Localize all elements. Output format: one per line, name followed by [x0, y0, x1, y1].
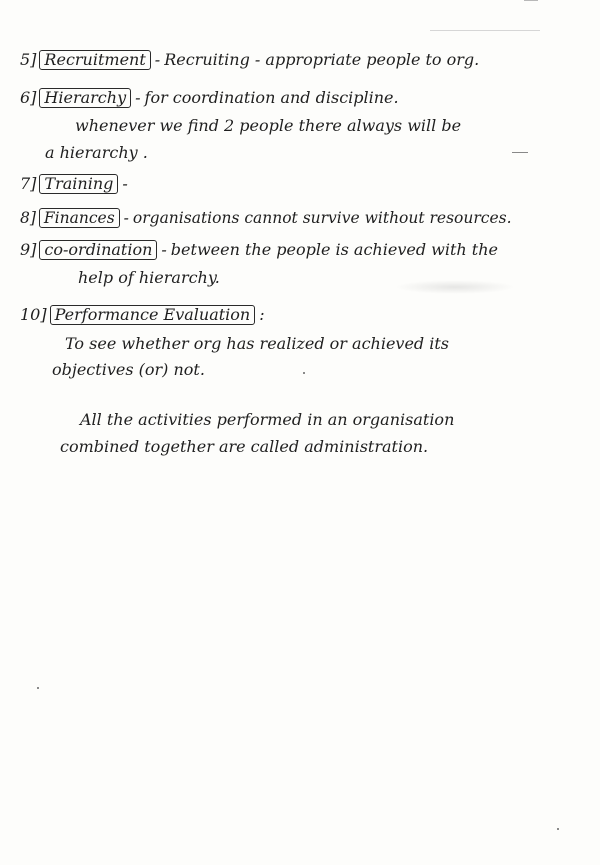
term-box: Training [39, 174, 118, 194]
item-continuation: whenever we find 2 people there always will be [75, 116, 462, 135]
item-separator: - [161, 240, 167, 259]
item-number: 7] [20, 174, 37, 193]
item-continuation: help of hierarchy. [78, 268, 220, 287]
top-edge-mark [524, 0, 538, 1]
item-continuation: objectives (or) not. [52, 360, 205, 379]
item-continuation: a hierarchy . [45, 143, 148, 162]
item-description: organisations cannot survive without resources. [132, 209, 512, 227]
item-number: 5] [20, 50, 37, 69]
item-continuation: To see whether org has realized or achieved its [65, 334, 450, 353]
ink-speck [557, 828, 559, 830]
paper-smudge [395, 280, 515, 294]
term-box: Recruitment [39, 50, 150, 70]
item-separator: - [123, 209, 129, 227]
item-separator: - [154, 50, 161, 69]
summary-line: All the activities performed in an organisation [80, 410, 455, 429]
item-description: between the people is achieved with the [170, 240, 498, 259]
list-item-coordination [20, 240, 498, 260]
item-separator: : [259, 305, 265, 324]
ink-speck [37, 687, 39, 689]
list-item-recruitment [20, 50, 479, 70]
item-description: for coordination and discipline. [144, 88, 399, 107]
term-box: co-ordination [39, 240, 157, 260]
item-number: 6] [20, 88, 37, 107]
top-faint-rule [430, 30, 540, 31]
item-description: Recruiting - appropriate people to org. [164, 50, 480, 69]
item-number: 8] [20, 209, 36, 227]
list-item-hierarchy [20, 88, 399, 108]
summary-line: combined together are called administration. [60, 437, 429, 456]
list-item-performance-evaluation [20, 305, 269, 325]
term-box: Performance Evaluation [50, 305, 256, 325]
list-item-training [20, 174, 132, 194]
ink-speck [303, 372, 305, 374]
item-separator: - [122, 174, 128, 193]
item-number: 9] [20, 240, 37, 259]
margin-dash [512, 152, 528, 153]
term-box: Finances [39, 208, 120, 228]
item-number: 10] [20, 305, 47, 324]
list-item-finances [20, 208, 512, 228]
item-separator: - [135, 88, 141, 107]
term-box: Hierarchy [39, 88, 131, 108]
